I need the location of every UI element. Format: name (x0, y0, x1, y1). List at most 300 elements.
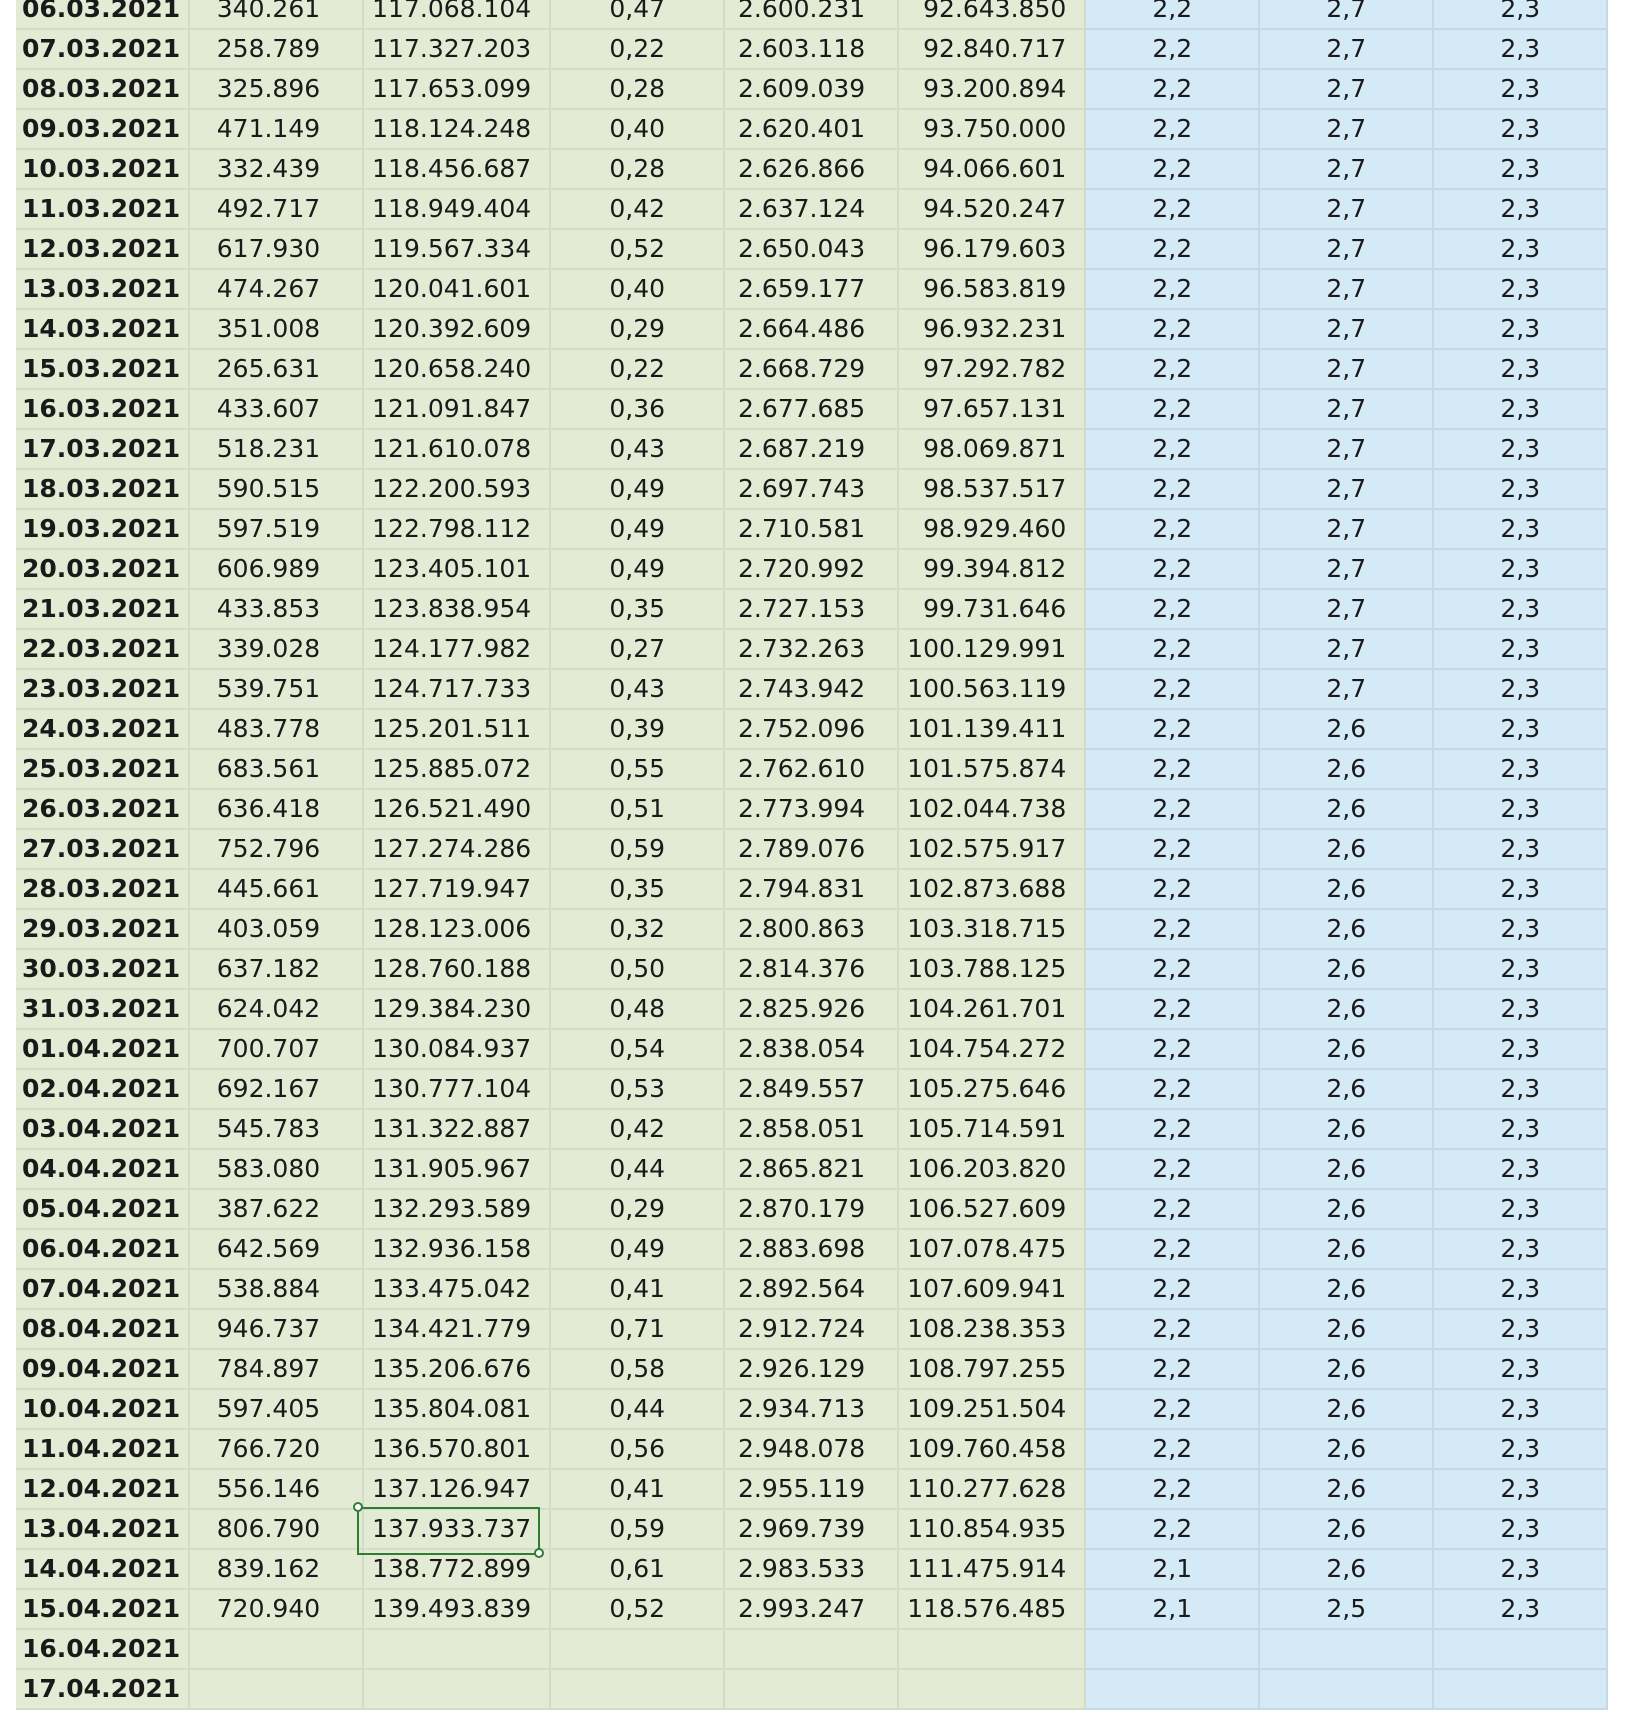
cell-daily-pct[interactable]: 0,59 (550, 1509, 724, 1549)
cell-daily-cases[interactable]: 642.569 (189, 1229, 363, 1269)
cell-date[interactable]: 10.03.2021 (16, 149, 189, 189)
cell-daily-deaths[interactable]: 2.993.247 (724, 1589, 898, 1629)
cell-rate-b[interactable] (1259, 1629, 1433, 1669)
cell-daily-deaths[interactable]: 2.600.231 (724, 0, 898, 29)
cell-rate-a[interactable] (1085, 1669, 1259, 1709)
cell-daily-cases[interactable]: 752.796 (189, 829, 363, 869)
selection-handle-top-left[interactable] (353, 1502, 363, 1512)
cell-rate-b[interactable]: 2,6 (1259, 1029, 1433, 1069)
cell-daily-deaths[interactable]: 2.969.739 (724, 1509, 898, 1549)
cell-date[interactable]: 01.04.2021 (16, 1029, 189, 1069)
cell-rate-b[interactable]: 2,6 (1259, 1149, 1433, 1189)
cell-rate-a[interactable]: 2,2 (1085, 189, 1259, 229)
cell-daily-deaths[interactable]: 2.677.685 (724, 389, 898, 429)
cell-daily-cases[interactable]: 720.940 (189, 1589, 363, 1629)
cell-rate-c[interactable]: 2,3 (1433, 629, 1607, 669)
cell-total-cases[interactable]: 117.327.203 (363, 29, 550, 69)
cell-daily-cases[interactable]: 806.790 (189, 1509, 363, 1549)
cell-rate-b[interactable]: 2,7 (1259, 229, 1433, 269)
cell-rate-b[interactable]: 2,7 (1259, 469, 1433, 509)
cell-date[interactable]: 24.03.2021 (16, 709, 189, 749)
cell-rate-c[interactable]: 2,3 (1433, 69, 1607, 109)
cell-date[interactable]: 16.04.2021 (16, 1629, 189, 1669)
cell-cumulative-count[interactable]: 103.788.125 (898, 949, 1085, 989)
cell-daily-pct[interactable]: 0,53 (550, 1069, 724, 1109)
cell-rate-b[interactable]: 2,6 (1259, 1349, 1433, 1389)
cell-date[interactable]: 12.04.2021 (16, 1469, 189, 1509)
cell-total-cases[interactable]: 120.392.609 (363, 309, 550, 349)
cell-daily-cases[interactable]: 784.897 (189, 1349, 363, 1389)
cell-daily-pct[interactable]: 0,48 (550, 989, 724, 1029)
cell-daily-deaths[interactable] (724, 1669, 898, 1709)
cell-rate-a[interactable]: 2,2 (1085, 509, 1259, 549)
cell-daily-deaths[interactable]: 2.659.177 (724, 269, 898, 309)
cell-cumulative-count[interactable]: 94.066.601 (898, 149, 1085, 189)
cell-total-cases[interactable]: 131.322.887 (363, 1109, 550, 1149)
cell-cumulative-count[interactable]: 96.583.819 (898, 269, 1085, 309)
cell-cumulative-count[interactable]: 105.275.646 (898, 1069, 1085, 1109)
cell-date[interactable]: 17.04.2021 (16, 1669, 189, 1709)
cell-total-cases[interactable]: 126.521.490 (363, 789, 550, 829)
cell-cumulative-count[interactable]: 108.238.353 (898, 1309, 1085, 1349)
cell-daily-cases[interactable]: 445.661 (189, 869, 363, 909)
cell-total-cases[interactable]: 134.421.779 (363, 1309, 550, 1349)
cell-total-cases[interactable]: 132.936.158 (363, 1229, 550, 1269)
cell-daily-deaths[interactable]: 2.727.153 (724, 589, 898, 629)
cell-daily-pct[interactable]: 0,54 (550, 1029, 724, 1069)
cell-daily-pct[interactable]: 0,39 (550, 709, 724, 749)
cell-rate-a[interactable]: 2,2 (1085, 629, 1259, 669)
cell-cumulative-count[interactable]: 101.139.411 (898, 709, 1085, 749)
cell-daily-deaths[interactable]: 2.752.096 (724, 709, 898, 749)
cell-date[interactable]: 19.03.2021 (16, 509, 189, 549)
cell-rate-b[interactable]: 2,6 (1259, 1109, 1433, 1149)
cell-rate-c[interactable]: 2,3 (1433, 1109, 1607, 1149)
cell-daily-deaths[interactable]: 2.609.039 (724, 69, 898, 109)
cell-cumulative-count[interactable]: 97.657.131 (898, 389, 1085, 429)
cell-date[interactable]: 02.04.2021 (16, 1069, 189, 1109)
cell-rate-a[interactable]: 2,2 (1085, 909, 1259, 949)
cell-rate-a[interactable]: 2,2 (1085, 589, 1259, 629)
cell-daily-pct[interactable] (550, 1669, 724, 1709)
cell-daily-deaths[interactable]: 2.794.831 (724, 869, 898, 909)
cell-cumulative-count[interactable] (898, 1669, 1085, 1709)
cell-daily-cases[interactable]: 325.896 (189, 69, 363, 109)
cell-date[interactable]: 27.03.2021 (16, 829, 189, 869)
cell-rate-b[interactable]: 2,6 (1259, 1469, 1433, 1509)
cell-daily-cases[interactable]: 590.515 (189, 469, 363, 509)
cell-total-cases[interactable] (363, 1629, 550, 1669)
cell-cumulative-count[interactable]: 96.932.231 (898, 309, 1085, 349)
cell-daily-pct[interactable]: 0,47 (550, 0, 724, 29)
cell-daily-pct[interactable]: 0,50 (550, 949, 724, 989)
cell-daily-deaths[interactable]: 2.870.179 (724, 1189, 898, 1229)
cell-daily-pct[interactable]: 0,22 (550, 349, 724, 389)
cell-rate-c[interactable]: 2,3 (1433, 909, 1607, 949)
cell-total-cases[interactable]: 119.567.334 (363, 229, 550, 269)
cell-daily-cases[interactable]: 624.042 (189, 989, 363, 1029)
cell-rate-c[interactable]: 2,3 (1433, 269, 1607, 309)
cell-cumulative-count[interactable]: 102.575.917 (898, 829, 1085, 869)
cell-rate-a[interactable]: 2,2 (1085, 1069, 1259, 1109)
cell-date[interactable]: 21.03.2021 (16, 589, 189, 629)
cell-date[interactable]: 22.03.2021 (16, 629, 189, 669)
cell-rate-c[interactable]: 2,3 (1433, 229, 1607, 269)
cell-daily-pct[interactable]: 0,36 (550, 389, 724, 429)
cell-cumulative-count[interactable]: 102.044.738 (898, 789, 1085, 829)
cell-daily-cases[interactable]: 483.778 (189, 709, 363, 749)
cell-daily-cases[interactable]: 387.622 (189, 1189, 363, 1229)
cell-rate-b[interactable]: 2,6 (1259, 1309, 1433, 1349)
cell-daily-cases[interactable]: 700.707 (189, 1029, 363, 1069)
cell-rate-a[interactable]: 2,2 (1085, 1469, 1259, 1509)
cell-daily-cases[interactable]: 637.182 (189, 949, 363, 989)
cell-rate-a[interactable]: 2,2 (1085, 69, 1259, 109)
cell-rate-b[interactable]: 2,7 (1259, 509, 1433, 549)
cell-cumulative-count[interactable]: 109.251.504 (898, 1389, 1085, 1429)
cell-cumulative-count[interactable]: 93.750.000 (898, 109, 1085, 149)
cell-rate-a[interactable]: 2,2 (1085, 1269, 1259, 1309)
cell-daily-deaths[interactable]: 2.838.054 (724, 1029, 898, 1069)
cell-daily-pct[interactable]: 0,49 (550, 509, 724, 549)
cell-daily-pct[interactable]: 0,59 (550, 829, 724, 869)
cell-daily-deaths[interactable]: 2.620.401 (724, 109, 898, 149)
cell-rate-a[interactable]: 2,2 (1085, 469, 1259, 509)
cell-daily-cases[interactable]: 403.059 (189, 909, 363, 949)
cell-rate-b[interactable]: 2,6 (1259, 1549, 1433, 1589)
cell-rate-a[interactable]: 2,2 (1085, 29, 1259, 69)
cell-daily-cases[interactable]: 766.720 (189, 1429, 363, 1469)
cell-daily-pct[interactable]: 0,40 (550, 109, 724, 149)
cell-rate-b[interactable]: 2,7 (1259, 629, 1433, 669)
selection-fill-handle[interactable] (534, 1548, 544, 1558)
cell-date[interactable]: 17.03.2021 (16, 429, 189, 469)
cell-rate-c[interactable]: 2,3 (1433, 469, 1607, 509)
cell-daily-cases[interactable]: 471.149 (189, 109, 363, 149)
cell-cumulative-count[interactable]: 106.203.820 (898, 1149, 1085, 1189)
cell-cumulative-count[interactable]: 111.475.914 (898, 1549, 1085, 1589)
cell-daily-deaths[interactable]: 2.650.043 (724, 229, 898, 269)
cell-rate-b[interactable]: 2,5 (1259, 1589, 1433, 1629)
cell-rate-c[interactable]: 2,3 (1433, 829, 1607, 869)
cell-daily-cases[interactable]: 433.853 (189, 589, 363, 629)
cell-rate-c[interactable]: 2,3 (1433, 669, 1607, 709)
cell-daily-pct[interactable]: 0,43 (550, 429, 724, 469)
cell-rate-c[interactable]: 2,3 (1433, 589, 1607, 629)
cell-date[interactable]: 15.03.2021 (16, 349, 189, 389)
cell-rate-b[interactable]: 2,7 (1259, 309, 1433, 349)
cell-date[interactable]: 14.04.2021 (16, 1549, 189, 1589)
cell-date[interactable]: 07.03.2021 (16, 29, 189, 69)
cell-daily-deaths[interactable]: 2.720.992 (724, 549, 898, 589)
cell-rate-b[interactable]: 2,6 (1259, 829, 1433, 869)
cell-daily-pct[interactable]: 0,61 (550, 1549, 724, 1589)
cell-daily-cases[interactable]: 606.989 (189, 549, 363, 589)
cell-total-cases[interactable]: 122.200.593 (363, 469, 550, 509)
cell-rate-c[interactable]: 2,3 (1433, 1589, 1607, 1629)
cell-daily-cases[interactable]: 556.146 (189, 1469, 363, 1509)
cell-rate-c[interactable]: 2,3 (1433, 749, 1607, 789)
cell-rate-c[interactable]: 2,3 (1433, 709, 1607, 749)
cell-total-cases[interactable]: 121.610.078 (363, 429, 550, 469)
cell-daily-cases[interactable] (189, 1669, 363, 1709)
cell-total-cases[interactable]: 124.177.982 (363, 629, 550, 669)
cell-date[interactable]: 30.03.2021 (16, 949, 189, 989)
cell-daily-deaths[interactable]: 2.773.994 (724, 789, 898, 829)
cell-cumulative-count[interactable]: 118.576.485 (898, 1589, 1085, 1629)
cell-total-cases[interactable]: 138.772.899 (363, 1549, 550, 1589)
cell-rate-c[interactable] (1433, 1669, 1607, 1709)
cell-rate-b[interactable]: 2,7 (1259, 189, 1433, 229)
cell-cumulative-count[interactable]: 104.754.272 (898, 1029, 1085, 1069)
cell-rate-a[interactable]: 2,2 (1085, 869, 1259, 909)
cell-daily-deaths[interactable]: 2.800.863 (724, 909, 898, 949)
cell-rate-b[interactable]: 2,6 (1259, 1509, 1433, 1549)
cell-rate-a[interactable]: 2,2 (1085, 429, 1259, 469)
cell-daily-deaths[interactable]: 2.626.866 (724, 149, 898, 189)
cell-daily-deaths[interactable]: 2.762.610 (724, 749, 898, 789)
cell-total-cases[interactable]: 139.493.839 (363, 1589, 550, 1629)
cell-total-cases[interactable]: 135.804.081 (363, 1389, 550, 1429)
cell-rate-c[interactable]: 2,3 (1433, 149, 1607, 189)
cell-daily-deaths[interactable]: 2.664.486 (724, 309, 898, 349)
cell-rate-b[interactable]: 2,7 (1259, 69, 1433, 109)
cell-total-cases[interactable]: 131.905.967 (363, 1149, 550, 1189)
cell-daily-deaths[interactable]: 2.789.076 (724, 829, 898, 869)
cell-daily-cases[interactable]: 518.231 (189, 429, 363, 469)
cell-daily-deaths[interactable]: 2.955.119 (724, 1469, 898, 1509)
cell-rate-c[interactable]: 2,3 (1433, 949, 1607, 989)
cell-total-cases[interactable]: 124.717.733 (363, 669, 550, 709)
cell-date[interactable]: 29.03.2021 (16, 909, 189, 949)
cell-daily-deaths[interactable]: 2.687.219 (724, 429, 898, 469)
cell-rate-c[interactable]: 2,3 (1433, 1069, 1607, 1109)
cell-rate-a[interactable]: 2,1 (1085, 1549, 1259, 1589)
cell-rate-b[interactable]: 2,6 (1259, 1189, 1433, 1229)
cell-cumulative-count[interactable]: 97.292.782 (898, 349, 1085, 389)
cell-daily-pct[interactable]: 0,35 (550, 869, 724, 909)
cell-date[interactable]: 15.04.2021 (16, 1589, 189, 1629)
cell-rate-a[interactable]: 2,2 (1085, 1229, 1259, 1269)
cell-daily-pct[interactable]: 0,41 (550, 1469, 724, 1509)
cell-total-cases[interactable]: 125.885.072 (363, 749, 550, 789)
cell-total-cases[interactable]: 121.091.847 (363, 389, 550, 429)
cell-date[interactable]: 20.03.2021 (16, 549, 189, 589)
cell-cumulative-count[interactable]: 107.078.475 (898, 1229, 1085, 1269)
cell-rate-a[interactable]: 2,2 (1085, 1109, 1259, 1149)
cell-daily-deaths[interactable]: 2.710.581 (724, 509, 898, 549)
cell-cumulative-count[interactable]: 92.840.717 (898, 29, 1085, 69)
cell-rate-a[interactable]: 2,2 (1085, 1429, 1259, 1469)
cell-rate-c[interactable]: 2,3 (1433, 189, 1607, 229)
cell-daily-pct[interactable]: 0,32 (550, 909, 724, 949)
cell-daily-cases[interactable] (189, 1629, 363, 1669)
cell-rate-b[interactable]: 2,7 (1259, 269, 1433, 309)
cell-daily-pct[interactable]: 0,49 (550, 469, 724, 509)
cell-cumulative-count[interactable]: 106.527.609 (898, 1189, 1085, 1229)
cell-rate-b[interactable]: 2,7 (1259, 429, 1433, 469)
cell-date[interactable]: 09.04.2021 (16, 1349, 189, 1389)
cell-daily-cases[interactable]: 538.884 (189, 1269, 363, 1309)
cell-daily-cases[interactable]: 258.789 (189, 29, 363, 69)
cell-daily-pct[interactable]: 0,29 (550, 309, 724, 349)
cell-cumulative-count[interactable]: 98.069.871 (898, 429, 1085, 469)
cell-date[interactable]: 05.04.2021 (16, 1189, 189, 1229)
cell-date[interactable]: 10.04.2021 (16, 1389, 189, 1429)
cell-rate-c[interactable]: 2,3 (1433, 1429, 1607, 1469)
cell-rate-a[interactable]: 2,2 (1085, 1189, 1259, 1229)
cell-rate-a[interactable]: 2,2 (1085, 109, 1259, 149)
cell-cumulative-count[interactable]: 105.714.591 (898, 1109, 1085, 1149)
cell-cumulative-count[interactable]: 102.873.688 (898, 869, 1085, 909)
cell-rate-a[interactable]: 2,2 (1085, 1349, 1259, 1389)
cell-rate-c[interactable]: 2,3 (1433, 869, 1607, 909)
cell-rate-a[interactable]: 2,2 (1085, 389, 1259, 429)
cell-date[interactable]: 25.03.2021 (16, 749, 189, 789)
cell-daily-pct[interactable]: 0,42 (550, 189, 724, 229)
cell-date[interactable]: 08.03.2021 (16, 69, 189, 109)
cell-rate-a[interactable]: 2,2 (1085, 229, 1259, 269)
cell-cumulative-count[interactable]: 98.537.517 (898, 469, 1085, 509)
cell-rate-b[interactable]: 2,6 (1259, 1069, 1433, 1109)
cell-daily-pct[interactable]: 0,52 (550, 229, 724, 269)
cell-rate-b[interactable]: 2,7 (1259, 0, 1433, 29)
cell-rate-a[interactable]: 2,2 (1085, 0, 1259, 29)
cell-daily-cases[interactable]: 474.267 (189, 269, 363, 309)
cell-cumulative-count[interactable]: 100.129.991 (898, 629, 1085, 669)
cell-rate-b[interactable]: 2,6 (1259, 989, 1433, 1029)
cell-rate-b[interactable] (1259, 1669, 1433, 1709)
cell-daily-deaths[interactable]: 2.892.564 (724, 1269, 898, 1309)
cell-daily-deaths[interactable]: 2.948.078 (724, 1429, 898, 1469)
cell-daily-cases[interactable]: 839.162 (189, 1549, 363, 1589)
cell-cumulative-count[interactable]: 99.394.812 (898, 549, 1085, 589)
cell-date[interactable]: 11.03.2021 (16, 189, 189, 229)
cell-date[interactable]: 06.04.2021 (16, 1229, 189, 1269)
cell-rate-b[interactable]: 2,7 (1259, 549, 1433, 589)
cell-total-cases[interactable]: 120.041.601 (363, 269, 550, 309)
cell-cumulative-count[interactable] (898, 1629, 1085, 1669)
cell-cumulative-count[interactable]: 109.760.458 (898, 1429, 1085, 1469)
cell-rate-a[interactable]: 2,2 (1085, 829, 1259, 869)
cell-rate-a[interactable]: 2,2 (1085, 709, 1259, 749)
cell-rate-a[interactable]: 2,2 (1085, 349, 1259, 389)
cell-total-cases[interactable]: 122.798.112 (363, 509, 550, 549)
cell-rate-b[interactable]: 2,7 (1259, 669, 1433, 709)
cell-rate-c[interactable]: 2,3 (1433, 1149, 1607, 1189)
cell-rate-c[interactable]: 2,3 (1433, 29, 1607, 69)
cell-daily-pct[interactable]: 0,29 (550, 1189, 724, 1229)
cell-date[interactable]: 31.03.2021 (16, 989, 189, 1029)
cell-daily-cases[interactable]: 946.737 (189, 1309, 363, 1349)
cell-daily-pct[interactable]: 0,27 (550, 629, 724, 669)
cell-date[interactable]: 28.03.2021 (16, 869, 189, 909)
cell-rate-a[interactable]: 2,2 (1085, 149, 1259, 189)
cell-rate-c[interactable]: 2,3 (1433, 389, 1607, 429)
cell-cumulative-count[interactable]: 103.318.715 (898, 909, 1085, 949)
cell-total-cases[interactable]: 117.068.104 (363, 0, 550, 29)
cell-daily-deaths[interactable]: 2.697.743 (724, 469, 898, 509)
cell-daily-pct[interactable]: 0,71 (550, 1309, 724, 1349)
cell-rate-b[interactable]: 2,7 (1259, 109, 1433, 149)
cell-rate-c[interactable]: 2,3 (1433, 109, 1607, 149)
cell-total-cases[interactable]: 123.405.101 (363, 549, 550, 589)
cell-rate-b[interactable]: 2,7 (1259, 149, 1433, 189)
cell-daily-cases[interactable]: 583.080 (189, 1149, 363, 1189)
cell-total-cases[interactable]: 118.456.687 (363, 149, 550, 189)
cell-rate-b[interactable]: 2,7 (1259, 349, 1433, 389)
cell-total-cases[interactable]: 125.201.511 (363, 709, 550, 749)
cell-rate-c[interactable]: 2,3 (1433, 1389, 1607, 1429)
cell-cumulative-count[interactable]: 104.261.701 (898, 989, 1085, 1029)
cell-daily-deaths[interactable]: 2.637.124 (724, 189, 898, 229)
cell-rate-a[interactable]: 2,2 (1085, 789, 1259, 829)
cell-rate-c[interactable]: 2,3 (1433, 1509, 1607, 1549)
cell-total-cases[interactable] (363, 1669, 550, 1709)
cell-rate-c[interactable]: 2,3 (1433, 549, 1607, 589)
cell-total-cases[interactable]: 123.838.954 (363, 589, 550, 629)
cell-daily-pct[interactable]: 0,55 (550, 749, 724, 789)
cell-date[interactable]: 03.04.2021 (16, 1109, 189, 1149)
cell-rate-a[interactable]: 2,2 (1085, 989, 1259, 1029)
cell-cumulative-count[interactable]: 94.520.247 (898, 189, 1085, 229)
cell-daily-cases[interactable]: 339.028 (189, 629, 363, 669)
cell-rate-b[interactable]: 2,6 (1259, 1429, 1433, 1469)
cell-total-cases[interactable]: 117.653.099 (363, 69, 550, 109)
cell-rate-c[interactable]: 2,3 (1433, 1189, 1607, 1229)
cell-daily-pct[interactable]: 0,28 (550, 149, 724, 189)
cell-daily-cases[interactable]: 617.930 (189, 229, 363, 269)
cell-rate-c[interactable]: 2,3 (1433, 1309, 1607, 1349)
cell-cumulative-count[interactable]: 107.609.941 (898, 1269, 1085, 1309)
cell-daily-pct[interactable]: 0,49 (550, 549, 724, 589)
cell-daily-deaths[interactable]: 2.825.926 (724, 989, 898, 1029)
cell-rate-b[interactable]: 2,6 (1259, 869, 1433, 909)
cell-total-cases[interactable]: 132.293.589 (363, 1189, 550, 1229)
cell-date[interactable]: 11.04.2021 (16, 1429, 189, 1469)
cell-rate-a[interactable]: 2,2 (1085, 549, 1259, 589)
cell-total-cases[interactable]: 128.123.006 (363, 909, 550, 949)
cell-daily-cases[interactable]: 265.631 (189, 349, 363, 389)
cell-rate-a[interactable]: 2,2 (1085, 949, 1259, 989)
cell-cumulative-count[interactable]: 98.929.460 (898, 509, 1085, 549)
cell-rate-c[interactable]: 2,3 (1433, 1349, 1607, 1389)
cell-rate-a[interactable]: 2,2 (1085, 749, 1259, 789)
cell-total-cases[interactable]: 130.084.937 (363, 1029, 550, 1069)
cell-daily-cases[interactable]: 692.167 (189, 1069, 363, 1109)
cell-cumulative-count[interactable]: 92.643.850 (898, 0, 1085, 29)
cell-rate-c[interactable]: 2,3 (1433, 989, 1607, 1029)
cell-daily-deaths[interactable]: 2.603.118 (724, 29, 898, 69)
cell-rate-c[interactable]: 2,3 (1433, 1549, 1607, 1589)
cell-daily-pct[interactable]: 0,22 (550, 29, 724, 69)
cell-rate-c[interactable]: 2,3 (1433, 1469, 1607, 1509)
cell-total-cases[interactable]: 120.658.240 (363, 349, 550, 389)
cell-total-cases[interactable]: 136.570.801 (363, 1429, 550, 1469)
cell-rate-b[interactable]: 2,6 (1259, 789, 1433, 829)
cell-daily-cases[interactable]: 683.561 (189, 749, 363, 789)
cell-rate-b[interactable]: 2,6 (1259, 749, 1433, 789)
cell-daily-deaths[interactable]: 2.732.263 (724, 629, 898, 669)
cell-total-cases[interactable]: 127.719.947 (363, 869, 550, 909)
cell-date[interactable]: 06.03.2021 (16, 0, 189, 29)
cell-rate-a[interactable]: 2,1 (1085, 1589, 1259, 1629)
cell-daily-deaths[interactable]: 2.849.557 (724, 1069, 898, 1109)
cell-daily-deaths[interactable]: 2.883.698 (724, 1229, 898, 1269)
cell-rate-b[interactable]: 2,6 (1259, 709, 1433, 749)
cell-rate-b[interactable]: 2,7 (1259, 589, 1433, 629)
cell-daily-pct[interactable]: 0,56 (550, 1429, 724, 1469)
